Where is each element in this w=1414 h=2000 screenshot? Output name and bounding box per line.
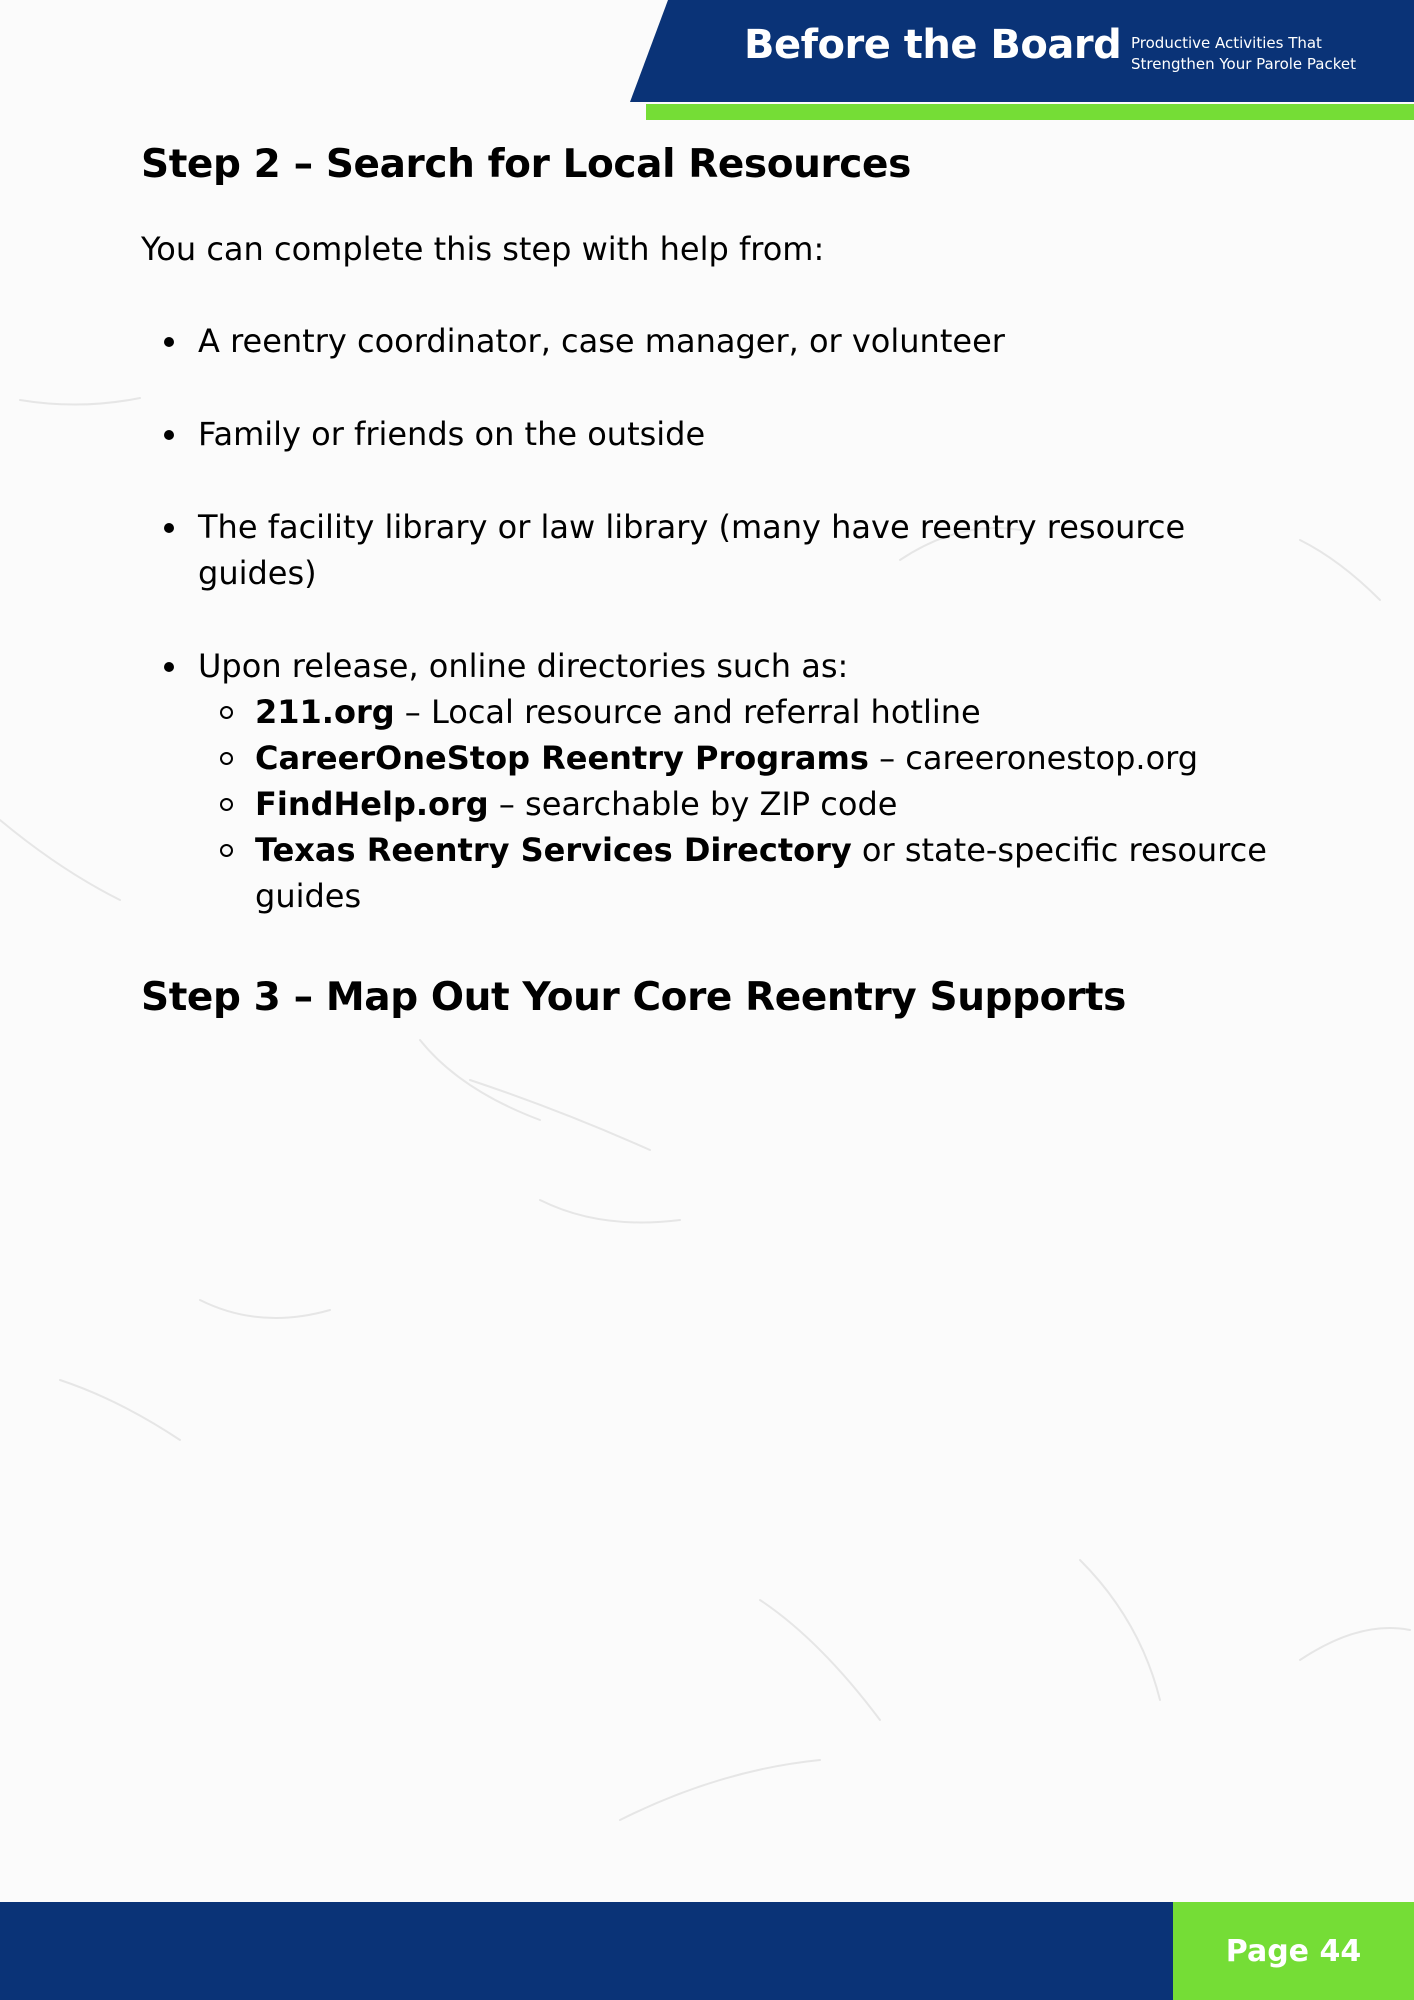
step3-heading: Step 3 – Map Out Your Core Reentry Supports: [141, 975, 1126, 1020]
header-subtitle-line-1: Productive Activities That: [1131, 34, 1322, 52]
list-item-online-directories: [141, 643, 1291, 919]
directory-description: or state-specific resource guides: [255, 831, 1267, 915]
step2-intro: You can complete this step with help from:: [141, 230, 825, 268]
list-item: A reentry coordinator, case manager, or volunteer: [141, 318, 1291, 364]
directory-item: [198, 689, 1291, 735]
list-item-label: Upon release, online directories such as:: [198, 647, 849, 685]
directory-name: Texas Reentry Services Directory: [255, 831, 852, 869]
directory-description: – careeronestop.org: [868, 739, 1199, 777]
footer-bar: [0, 1902, 1173, 2000]
step2-heading: Step 2 – Search for Local Resources: [141, 142, 911, 187]
directories-list: [198, 689, 1291, 919]
page-number-badge: [1173, 1902, 1414, 2000]
help-sources-list: [141, 318, 1291, 919]
directory-item: [198, 735, 1291, 781]
list-item: Family or friends on the outside: [141, 411, 1291, 457]
directory-name: 211.org: [255, 693, 395, 731]
header-accent-bar: [646, 104, 1414, 120]
list-item: The facility library or law library (many have reentry resource guides): [141, 504, 1291, 596]
directory-name: CareerOneStop Reentry Programs: [255, 739, 869, 777]
directory-description: – searchable by ZIP code: [488, 785, 898, 823]
header-subtitle-line-2: Strengthen Your Parole Packet: [1131, 55, 1356, 73]
directory-description: – Local resource and referral hotline: [394, 693, 981, 731]
header-subtitle: [1131, 33, 1381, 75]
page-content: [141, 138, 1291, 1025]
directory-item: [198, 781, 1291, 827]
directory-item: [198, 827, 1291, 919]
page-number: Page 44: [1225, 1933, 1362, 1969]
directory-name: FindHelp.org: [255, 785, 489, 823]
header-title: Before the Board: [744, 22, 1122, 68]
